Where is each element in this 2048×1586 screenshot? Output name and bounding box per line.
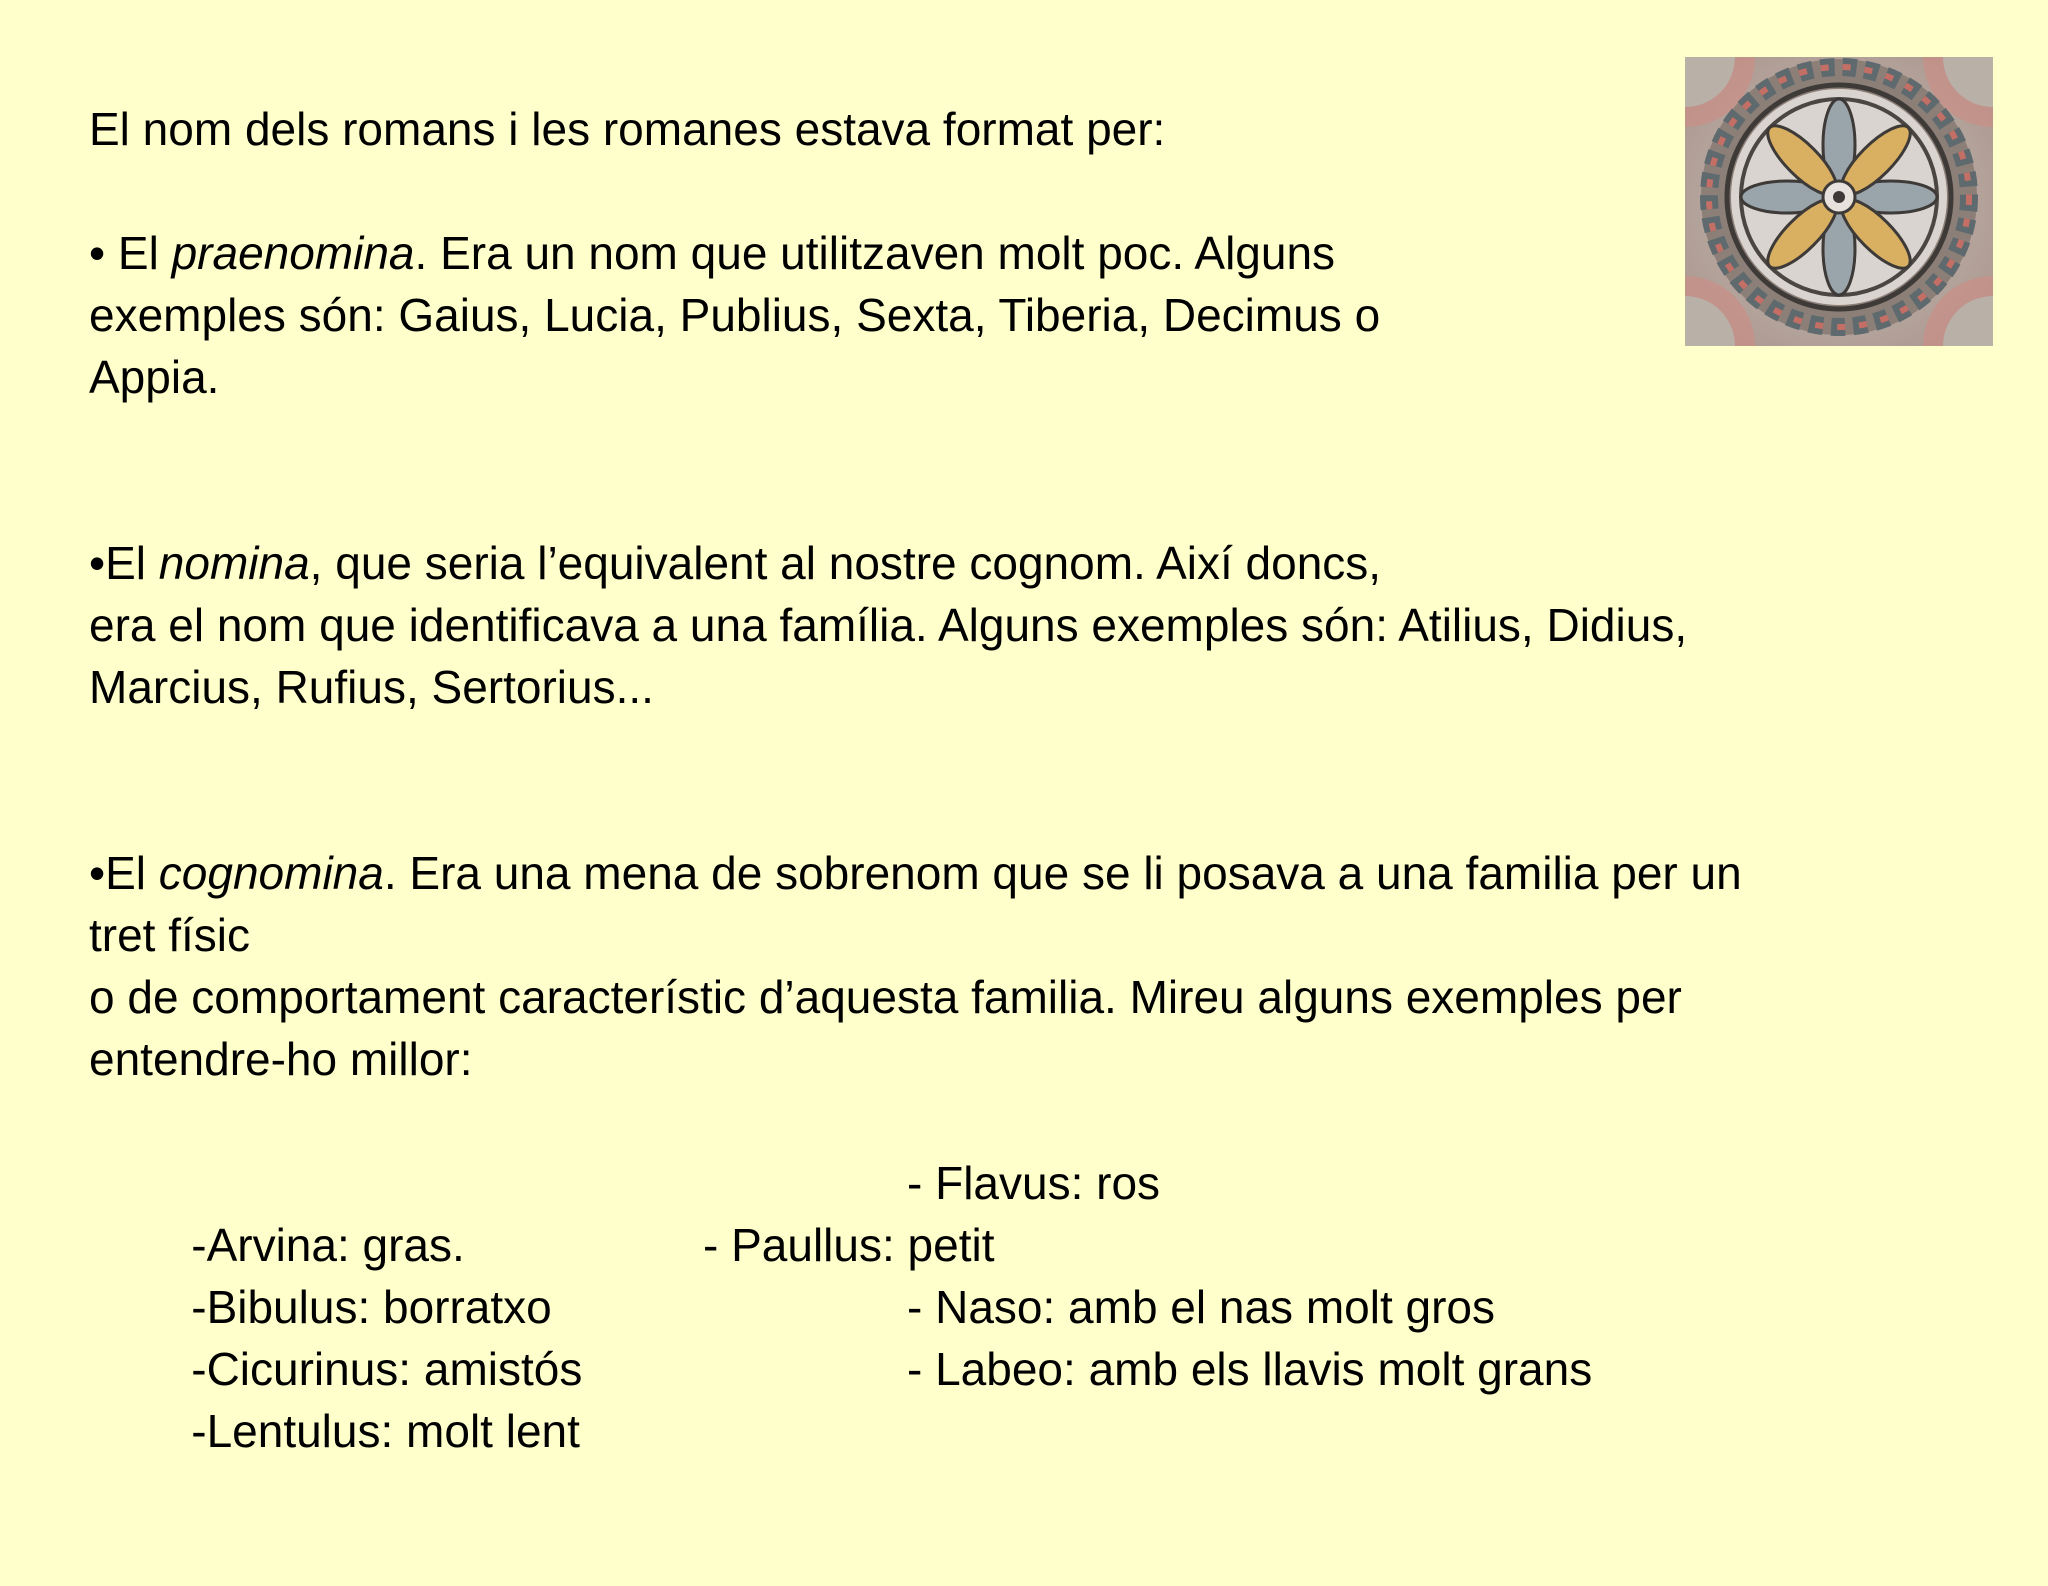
- cognomina-term: cognomina: [158, 847, 384, 899]
- nomina-line-1: [89, 532, 1989, 594]
- bullet: •El: [89, 537, 159, 589]
- example-left: -Bibulus: borratxo: [191, 1281, 552, 1333]
- example-left: -Arvina: gras.: [191, 1219, 465, 1271]
- cognomina-description: . Era una mena de sobrenom que se li posava a una familia per un: [383, 847, 1742, 899]
- cognomina-line-2: tret físic: [89, 909, 251, 961]
- bullet: •El: [89, 847, 159, 899]
- bullet: • El: [89, 227, 172, 279]
- nomina-term: nomina: [158, 537, 310, 589]
- praenomina-line-1: [89, 222, 1989, 284]
- praenomina-line-3: Appia.: [89, 351, 220, 403]
- example-row: [89, 1338, 1989, 1457]
- example-left: -Lentulus: molt lent: [191, 1405, 580, 1457]
- examples-list: [89, 1152, 1989, 1457]
- example-right: - Flavus: ros: [907, 1157, 1161, 1209]
- cognomina-line-3: o de comportament característic d’aquesta familia. Mireu alguns exemples per: [89, 971, 1682, 1023]
- praenomina-term: praenomina: [171, 227, 415, 279]
- example-left: -Cicurinus: amistós: [191, 1343, 583, 1395]
- praenomina-description: . Era un nom que utilitzaven molt poc. Alguns: [414, 227, 1336, 279]
- cognomina-line-1: [89, 842, 1989, 904]
- example-right: - Labeo: amb els llavis molt grans: [907, 1343, 1593, 1395]
- example-right: - Naso: amb el nas molt gros: [907, 1281, 1496, 1333]
- cognomina-line-4: entendre-ho millor:: [89, 1033, 473, 1085]
- praenomina-line-2: exemples són: Gaius, Lucia, Publius, Sexta, Tiberia, Decimus o: [89, 289, 1381, 341]
- slide-text: [89, 98, 1989, 1457]
- nomina-line-3: Marcius, Rufius, Sertorius...: [89, 661, 654, 713]
- example-right: - Paullus: petit: [703, 1219, 995, 1271]
- intro-text: El nom dels romans i les romanes estava format per:: [89, 103, 1166, 155]
- nomina-description: , que seria l’equivalent al nostre cognom. Així doncs,: [309, 537, 1382, 589]
- nomina-line-2: era el nom que identificava a una família. Alguns exemples són: Atilius, Didius,: [89, 599, 1688, 651]
